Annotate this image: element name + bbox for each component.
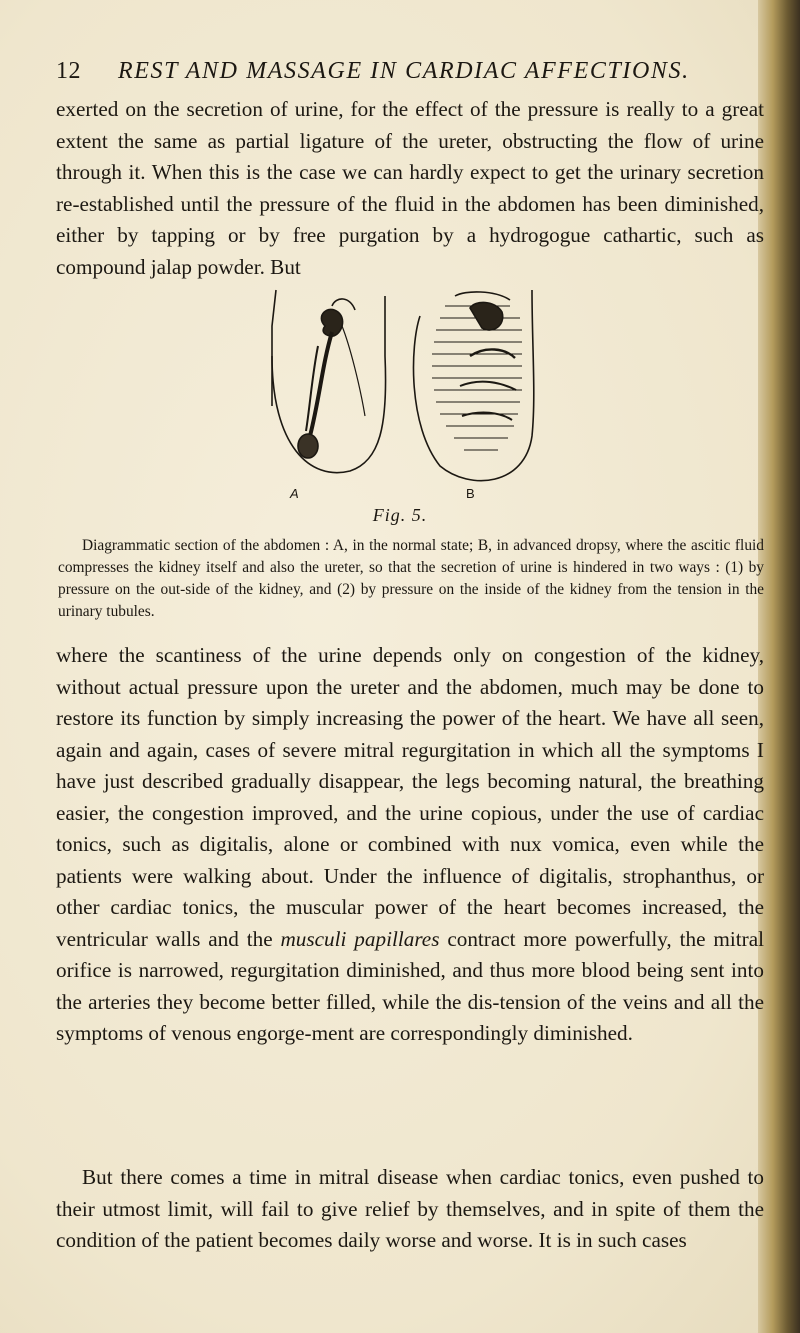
figure-caption <box>58 535 764 623</box>
paragraph-1 <box>56 94 764 283</box>
figure-label-b: B <box>466 486 475 501</box>
running-title: REST AND MASSAGE IN CARDIAC AFFECTIONS. <box>118 58 690 84</box>
paragraph-2-text <box>56 640 764 1050</box>
diagram-a <box>272 290 386 473</box>
figure-caption-text: Diagrammatic section of the abdomen : A, in the normal state; B, in advanced dropsy, where the ascitic fluid compresses the kidney itself and also the ureter, so that the secretion of urine is hindered in two ways : (1) by pressure on the out-side of the kidney, and (2) by pressure on the inside of the kidney from the tension in the urinary tubules. <box>58 537 764 620</box>
figure-label-a: A <box>290 486 299 501</box>
paragraph-3 <box>56 1162 764 1257</box>
figure-5-diagram <box>270 286 540 501</box>
paragraph-3-text: But there comes a time in mitral disease when cardiac tonics, even pushed to their utmost limit, will fail to give relief by themselves, and in spite of them the condition of the patient becomes daily worse and worse. It is in such cases <box>56 1165 764 1252</box>
paragraph-2 <box>56 640 764 1050</box>
page-number: 12 <box>56 58 81 84</box>
paragraph-2-italic-term: musculi papillares <box>280 926 440 951</box>
paragraph-1-text: exerted on the secretion of urine, for the effect of the pressure is really to a great extent the same as partial ligature of the ureter, obstructing the flow of urine through it. When this is the case we can hardly expect to get the urinary secretion re-established until the pressure of the fluid in the abdomen has been diminished, either by tapping or by free purgation by a hydrogogue cathartic, such as compound jalap powder. But <box>56 97 764 279</box>
page-header <box>56 58 756 88</box>
paragraph-2-part-2: contract more powerfully, the mitral orifice is narrowed, regurgitation diminished, and thus more blood being sent into the arteries they become better filled, while the dis-tension of the veins and all the symptoms of venous engorge-ment are correspondingly diminished. <box>56 926 764 1045</box>
page-edge-shadow <box>758 0 800 1333</box>
diagram-b <box>413 290 533 481</box>
figure-title: Fig. 5. <box>372 505 428 525</box>
paragraph-2-part-1: where the scantiness of the urine depends only on congestion of the kidney, without actual pressure upon the ureter and the abdomen, much may be done to restore its function by simply increasing the power of the heart. We have all seen, again and again, cases of severe mitral regurgitation in which all the symptoms I have just described gradually disappear, the legs becoming natural, the breathing easier, the congestion improved, and the urine copious, under the use of cardiac tonics, such as digitalis, alone or combined with nux vomica, even while the patients were walking about. Under the influence of digitalis, strophanthus, or other cardiac tonics, the muscular power of the heart becomes increased, the ventricular walls and the <box>56 643 764 951</box>
